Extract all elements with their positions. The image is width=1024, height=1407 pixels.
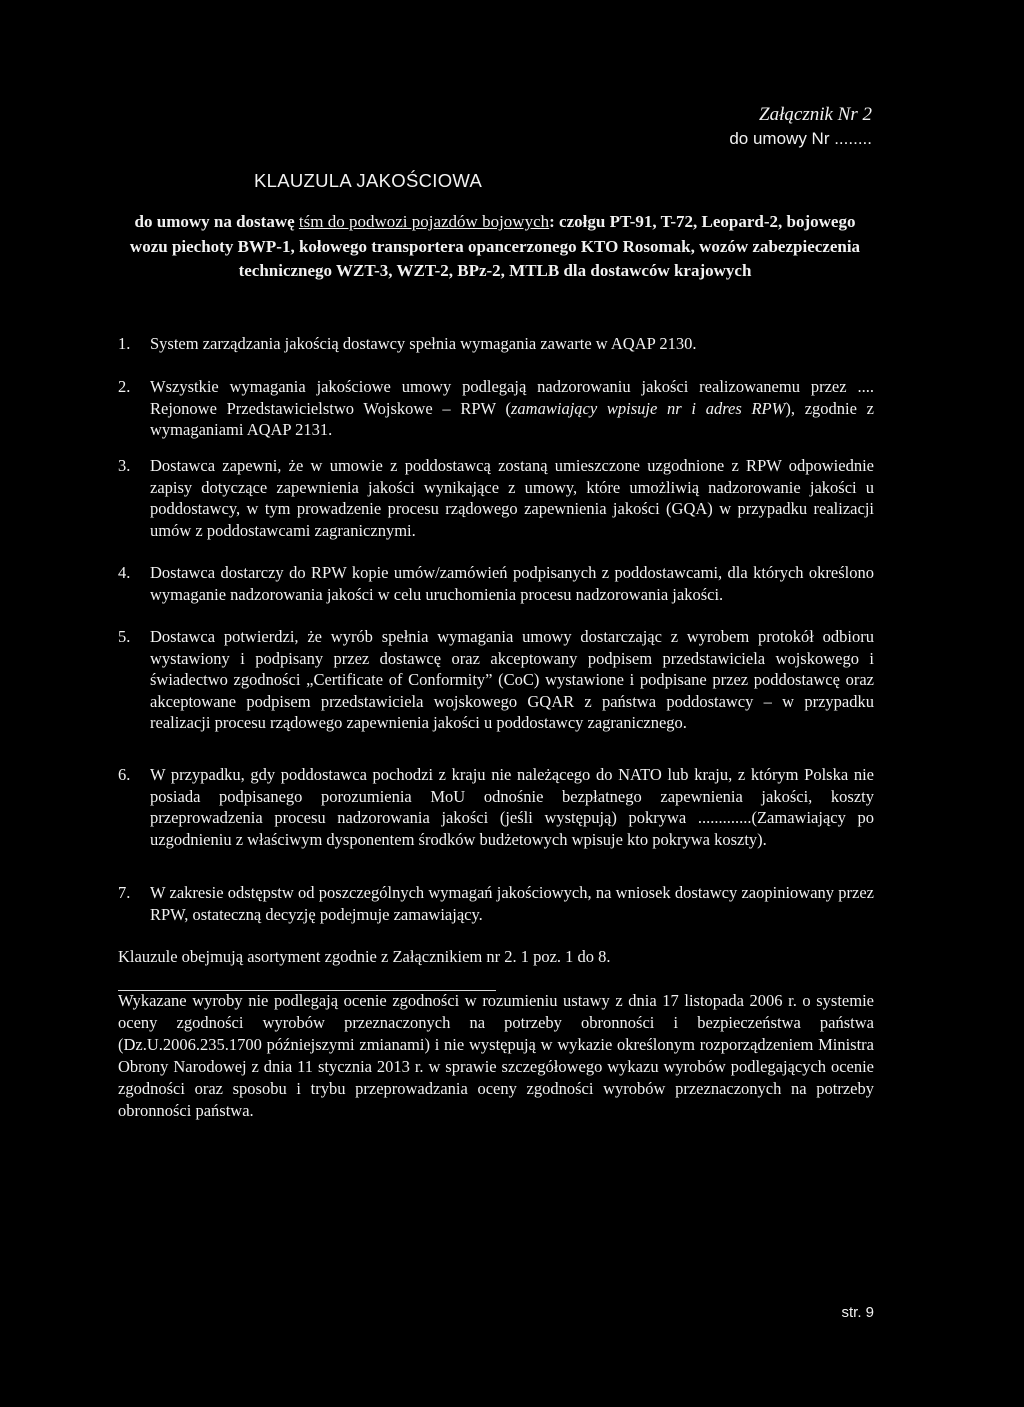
document-subtitle xyxy=(118,210,872,284)
subtitle-rest: : czołgu PT-91, T-72, Leopard-2, bojowego wozu piechoty BWP-1, kołowego transportera opancerzonego KTO Rosomak, wozów zabezpieczenia technicznego WZT-3, WZT-2, BPz-2, MTLB dla dostawców krajowych xyxy=(129,212,861,280)
clause-number: 7. xyxy=(118,883,131,902)
clause-item xyxy=(118,562,874,605)
clause-text: W zakresie odstępstw od poszczególnych wymagań jakościowych, na wniosek dostawcy zaopiniowany przez RPW, ostateczną decyzję podejmuje zamawiający. xyxy=(150,883,874,924)
clause-text xyxy=(150,376,874,441)
clause-number: 4. xyxy=(118,563,131,582)
clause-number: 2. xyxy=(118,377,131,396)
clause-text-italic: zamawiający wpisuje nr i adres RPW xyxy=(511,398,786,418)
clause-text: Dostawca potwierdzi, że wyrób spełnia wymagania umowy dostarczając z wyrobem protokół odbioru wystawiony i podpisany przez dostawcę oraz akceptowany podpisem przedstawiciela wojskowego i świadectwo zgodności „Certificate of Conformity” (CoC) wystawione i podpisane przez poddostawcę oraz akceptowane podpisem przedstawiciela wojskowego GQAR z państwa poddostawcy – w przypadku realizacji procesu rządowego zapewnienia jakości u poddostawcy zagranicznego. xyxy=(150,627,874,732)
annex-title: Załącznik Nr 2 xyxy=(759,104,872,125)
clause-item xyxy=(118,626,874,734)
subtitle-underlined: tśm do podwozi pojazdów bojowych xyxy=(298,212,550,231)
clause-text: System zarządzania jakością dostawcy spełnia wymagania zawarte w AQAP 2130. xyxy=(150,334,697,353)
page-number: str. 9 xyxy=(841,1304,874,1321)
clause-text: W przypadku, gdy poddostawca pochodzi z kraju nie należącego do NATO lub kraju, z którym Polska nie posiada podpisanego porozumienia MoU odnośnie bezpłatnego zapewnienia jakości, koszty przeprowadzenia procesu nadzorowania jakości (jeśli występują) pokrywa .............(Zamawiający po uzgodnieniu z właściwym dysponentem środków budżetowych wpisuje kto pokrywa koszty). xyxy=(150,765,874,849)
footnote-text: Wykazane wyroby nie podlegają ocenie zgodności w rozumieniu ustawy z dnia 17 listopada 2006 r. o systemie oceny zgodności wyrobów przeznaczonych na potrzeby obronności i bezpieczeństwa państwa (Dz.U.2006.235.1700 późniejszymi zmianami) i nie występują w wykazie określonym rozporządzeniem Ministra Obrony Narodowej z dnia 11 stycznia 2013 r. w sprawie szczegółowego wykazu wyrobów podlegających ocenie zgodności oraz sposobu i trybu przeprowadzania oceny zgodności wyrobów przeznaczonych na potrzeby obronności państwa. xyxy=(118,991,874,1120)
clause-text-part: Wszystkie wymagania jakościowe umowy podlegają nadzorowaniu jakości realizowanemu przez .... Rejonowe Przedstawicielstwo Wojskowe – RPW ( xyxy=(150,377,874,418)
document-title: KLAUZULA JAKOŚCIOWA xyxy=(254,170,483,191)
closing-note: Klauzule obejmują asortyment zgodnie z Załącznikiem nr 2. 1 poz. 1 do 8. xyxy=(118,947,611,966)
clause-text-part: ), zgodnie z wymaganiami AQAP 2131. xyxy=(150,398,874,439)
clause-number: 5. xyxy=(118,627,131,646)
annex-header xyxy=(729,103,872,151)
clause-item xyxy=(118,455,874,541)
annex-contract-number: do umowy Nr ........ xyxy=(729,129,872,148)
clause-number: 6. xyxy=(118,765,131,784)
clause-text: Dostawca dostarczy do RPW kopie umów/zamówień podpisanych z poddostawcami, dla których określono wymaganie nadzorowania jakości w celu uruchomienia procesu nadzorowania jakości. xyxy=(150,563,874,604)
clause-number: 3. xyxy=(118,456,131,475)
clause-item xyxy=(118,333,874,355)
clause-item xyxy=(118,376,874,441)
clause-text: Dostawca zapewni, że w umowie z poddostawcą zostaną umieszczone uzgodnione z RPW odpowiednie zapisy dotyczące zapewnienia jakości wynikające z umowy, które umożliwią nadzorowanie jakości u poddostawcy, w tym prowadzenie procesu rządowego zapewnienia jakości (GQA) w przypadku realizacji umów z poddostawcami zagranicznymi. xyxy=(150,456,874,540)
clause-number: 1. xyxy=(118,334,131,353)
clause-item xyxy=(118,882,874,925)
clause-item xyxy=(118,764,874,850)
subtitle-prefix: do umowy na dostawę xyxy=(134,212,299,231)
